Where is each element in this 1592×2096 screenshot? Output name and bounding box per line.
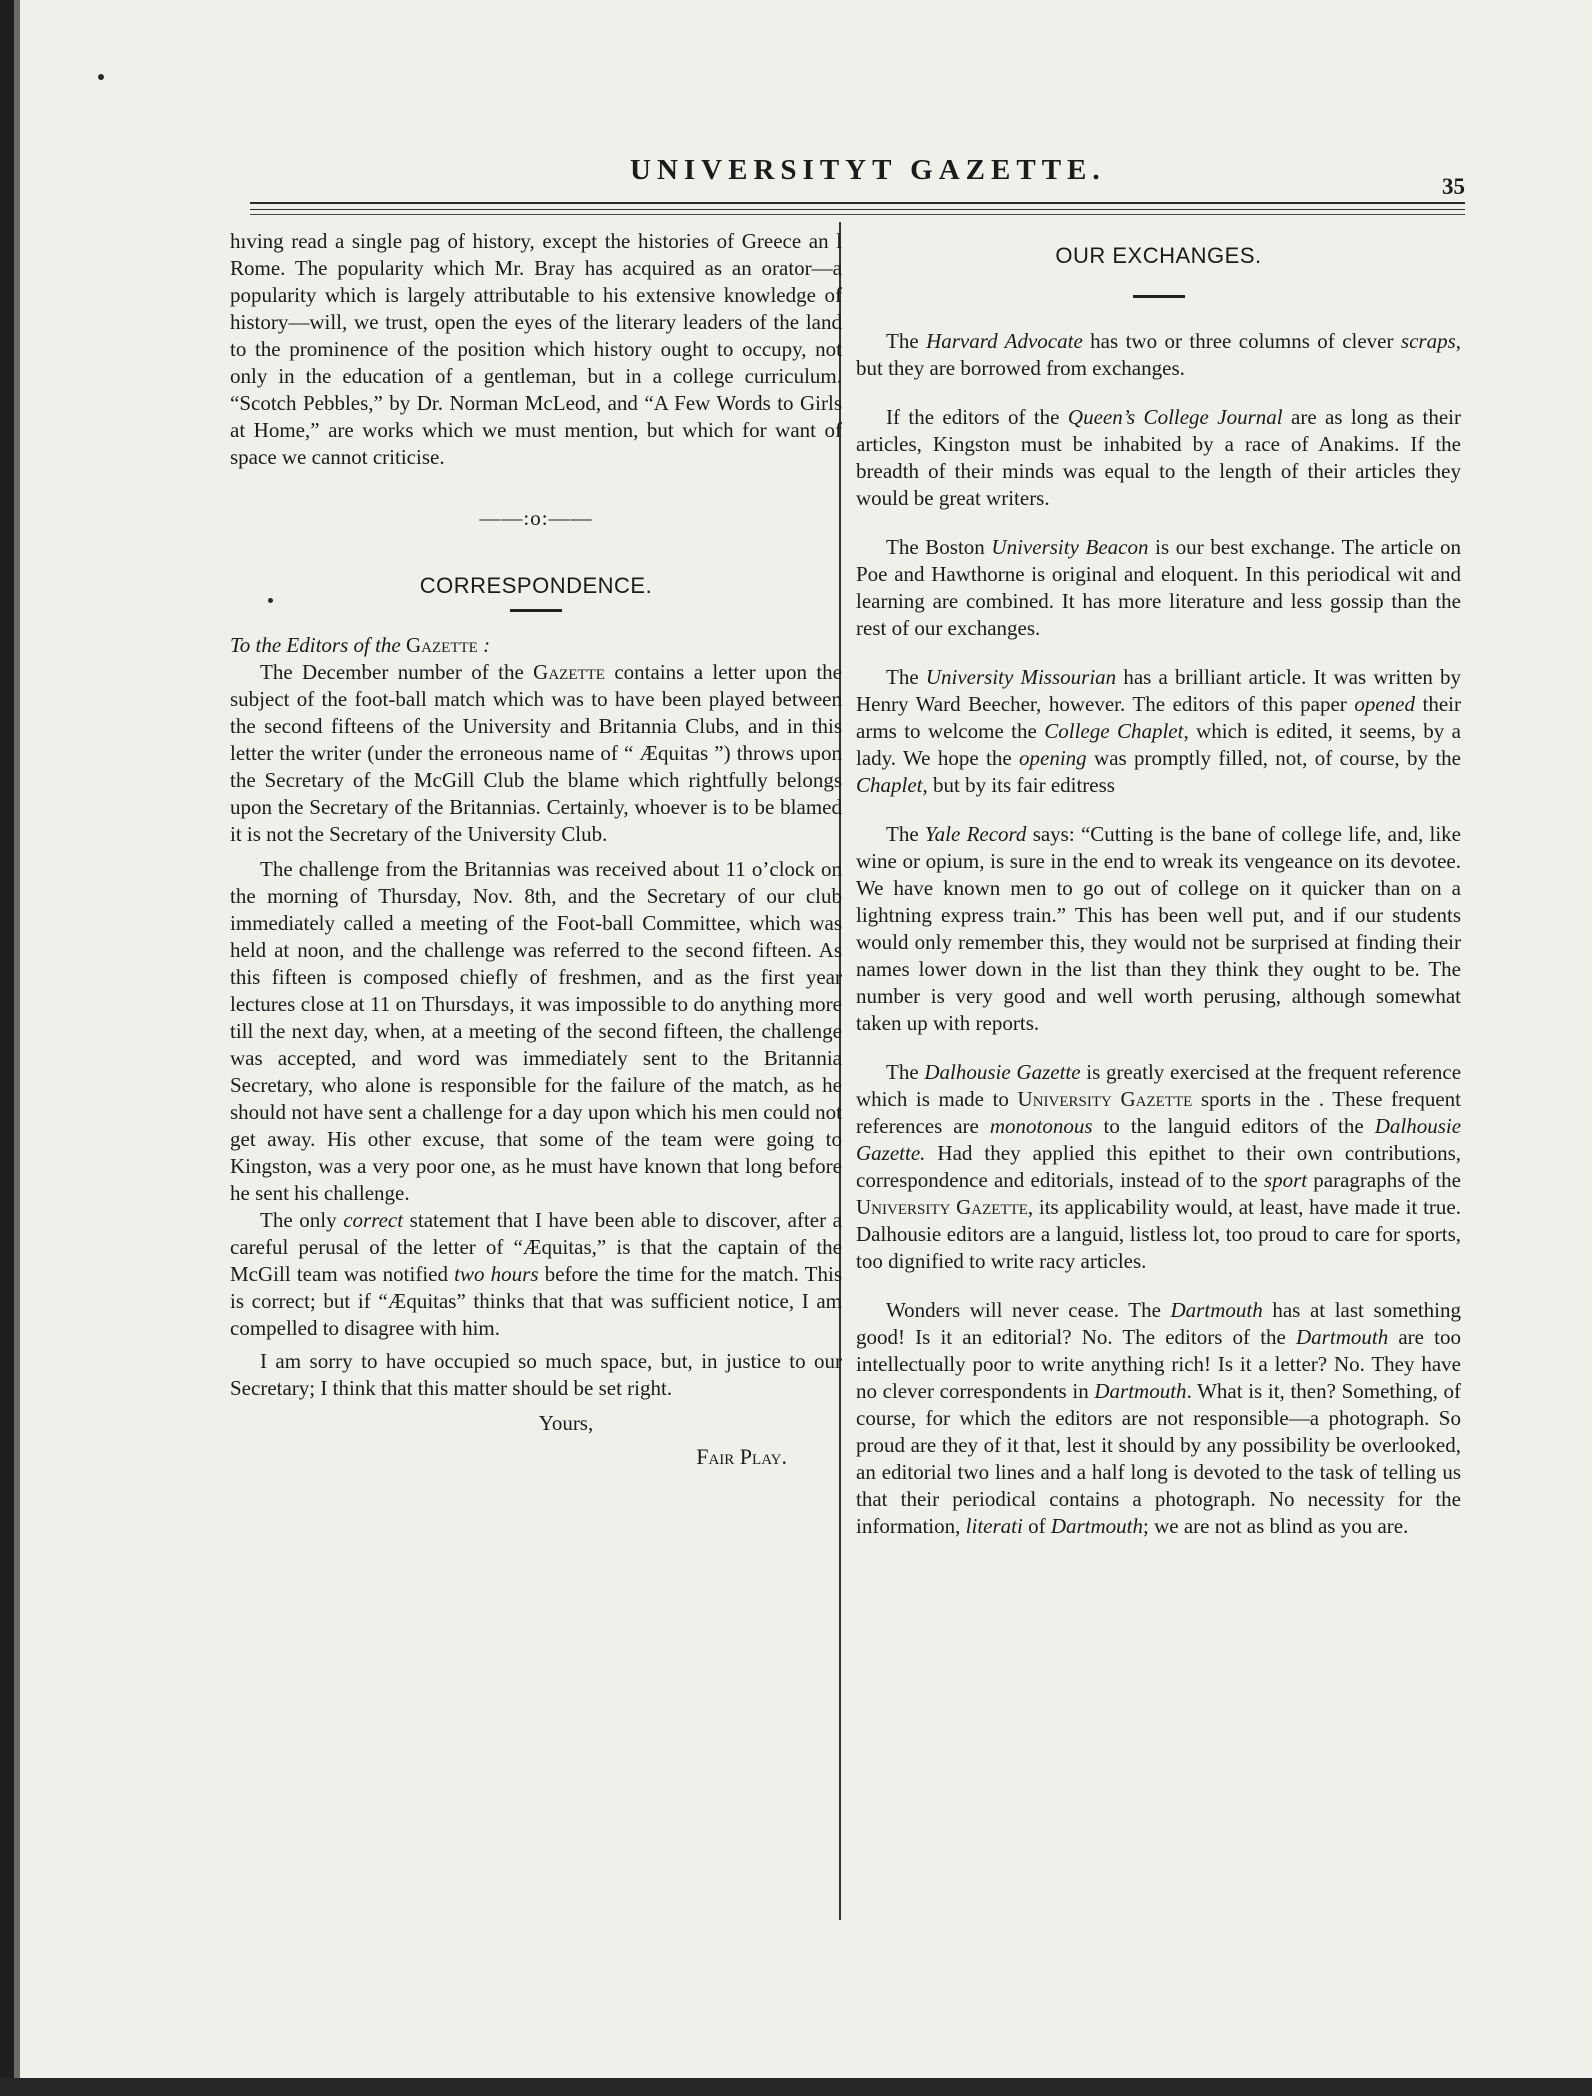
letter-salutation — [230, 632, 842, 659]
heading-rule — [1133, 295, 1185, 298]
text-run: says: “Cutting is the bane of college life, and, like wine or opium, is sure in the end to wreak its vengeance on its devotee. We have known men to go out of college on it quicker than on a lightning express train.” This has been well put, and if our students would only remember this, they would not be surprised at finding their names lower down in the list than they think they ought to be. The number is very good and well worth perusing, although somewhat taken up with reports. — [856, 822, 1461, 1035]
section-ornament: ——:o:—— — [479, 506, 593, 530]
emphasis: sport — [1263, 1168, 1308, 1192]
text-run: has two or three columns of clever — [1082, 329, 1401, 353]
text-run: The — [886, 822, 925, 846]
letter-signature: Fair Play. — [696, 1444, 787, 1469]
running-title: UNIVERSITYT GAZETTE. — [630, 154, 1106, 186]
text-run: If the editors of the — [886, 405, 1068, 429]
text-run: is our best exchange. The article on Poe and Hawthorne is original and eloquent. In this periodical wit and learning are combined. It has more literature and less gossip than the rest of our exchanges. — [856, 535, 1461, 640]
letter-paragraph — [230, 659, 842, 848]
text-run: to the languid editors of the — [1092, 1114, 1375, 1138]
publication-title: Chaplet — [856, 773, 923, 797]
publication-title: University Missourian — [925, 665, 1117, 689]
text-run: has at last something good! Is it an editorial? No. The editors of the — [856, 1298, 1461, 1349]
text-run: Wonders will never cease. The — [886, 1298, 1171, 1322]
publication-title: Dartmouth — [1050, 1514, 1144, 1538]
publication-title: Dalhousie Gazette — [924, 1060, 1081, 1084]
text-run: . What is it, then? Something, of course, for which the editors are not responsible—a photograph. So proud are they of it that, lest it should by any possibility be overlooked, an editorial two lines and a half long is devoted to the task of telling us that their periodical contains a photograph. No necessity for the information, — [856, 1379, 1461, 1538]
text-run: statement that I have been able to discover, after a careful perusal of the letter of “Æquitas,” is that the captain of the McGill team was notified — [230, 1208, 843, 1286]
scan-speck — [98, 74, 104, 80]
exchange-paragraph — [856, 1059, 1461, 1275]
publication-title: Queen’s College Journal — [1067, 405, 1283, 429]
exchange-paragraph — [856, 404, 1461, 512]
text-run: of — [1022, 1514, 1051, 1538]
publication-title: Yale Record — [924, 822, 1027, 846]
text-run: The — [886, 1060, 925, 1084]
text-run: , but they are borrowed from exchanges. — [856, 329, 1461, 380]
text-run: was promptly filled, not, of course, by the — [1086, 746, 1461, 770]
text-run: are too intellectually poor to write anything rich! Is it a letter? No. They have no clever correspondents in — [856, 1325, 1461, 1403]
scan-edge-left-shadow — [14, 0, 20, 2096]
letter-closing: Yours, — [538, 1411, 594, 1435]
text-run: ; we are not as blind as you are. — [1143, 1514, 1409, 1538]
text-run: The December number of the — [260, 660, 534, 684]
continued-paragraph: hıving read a single pag of history, except the histories of Greece an l Rome. The popularity which Mr. Bray has acquired as an orator—a popularity which is largely attributable to his extensive knowledge of history—will, we trust, open the eyes of the literary leaders of the land to the prominence of the position which history ought to occupy, not only in the education of a gentleman, but in a college curriculum. “Scotch Pebbles,” by Dr. Norman McLeod, and “A Few Words to Girls at Home,” are works which we must mention, but which for want of space we cannot criticise. — [230, 229, 842, 469]
scan-edge-left — [0, 0, 14, 2096]
text-run: contains a letter upon the subject of the foot-ball match which was to have been played between the second fifteens of the University and Britannia Clubs, and in this letter the writer (under the erroneous name of “ Æquitas ”) throws upon the Secretary of the McGill Club the blame which rightfully belongs upon the Secretary of the Britannias. Certainly, whoever is to be blamed it is not the Secretary of the University Club. — [230, 660, 842, 846]
emphasis: correct — [343, 1208, 404, 1232]
text-run: before the time for the match. This is correct; but if “Æquitas” thinks that that was sufficient notice, I am compelled to disagree with him. — [230, 1262, 843, 1340]
text-run: paragraphs of the — [1307, 1168, 1461, 1192]
exchange-paragraph — [856, 664, 1461, 799]
text-run: their arms to welcome the — [856, 692, 1462, 743]
text-run: The only — [260, 1208, 344, 1232]
exchange-paragraph — [856, 1297, 1461, 1540]
emphasis: two hours — [454, 1262, 539, 1286]
text-run: sports in the . These frequent references are — [856, 1087, 1462, 1138]
text-run: are as long as their articles, Kingston must be inhabited by a race of Anakims. If the breadth of their minds was equal to the length of their articles they would be great writers. — [856, 405, 1461, 510]
text-run: , but by its fair editress — [922, 773, 1115, 797]
right-column — [856, 228, 1461, 1540]
emphasis: opening — [1019, 746, 1087, 770]
running-head — [250, 150, 1465, 200]
text-run: has a brilliant article. It was written by Henry Ward Beecher, however. The editors of this paper — [856, 665, 1461, 716]
publication-title: Harvard Advocate — [926, 329, 1083, 353]
publication-title: Dartmouth — [1094, 1379, 1187, 1403]
salutation-colon: : — [477, 633, 491, 657]
scan-edge-bottom — [0, 2078, 1592, 2096]
gazette-smallcaps: University Gazette — [856, 1195, 1028, 1219]
publication-title: University Beacon — [991, 535, 1149, 559]
text-run: The Boston — [886, 535, 992, 559]
letter-paragraph — [230, 1207, 842, 1342]
emphasis: literati — [965, 1514, 1023, 1538]
exchange-paragraph — [856, 821, 1461, 1037]
page-number: 35 — [1442, 174, 1465, 199]
publication-title: Dartmouth — [1170, 1298, 1263, 1322]
gazette-smallcaps: Gazette — [533, 660, 605, 684]
letter-paragraph: The challenge from the Britannias was received about 11 o’clock on the morning of Thursday, Nov. 8th, and the Secretary of our club immediately called a meeting of the Foot-ball Committee, which was held at noon, and the challenge was referred to the second fifteen. As this fifteen is composed chiefly of freshmen, and as the first year lectures close at 11 on Thursdays, it was impossible to do anything more till the next day, when, at a meeting of the second fifteen, the challenge was accepted, and word was immediately sent to the Britannia Secretary, who alone is responsible for the failure of the match, as he should not have sent a challenge for a day upon which his men could not get away. His other excuse, that some of the team were going to Kingston, was a very poor one, as he must have known that long before he sent his challenge. — [230, 857, 842, 1205]
publication-title: College Chaplet — [1044, 719, 1184, 743]
gazette-smallcaps: University Gazette — [1017, 1087, 1193, 1111]
text-run: The — [886, 665, 926, 689]
salutation-text: To the Editors of the — [230, 633, 406, 657]
exchange-paragraph — [856, 328, 1461, 382]
emphasis: opened — [1354, 692, 1415, 716]
text-run: The — [886, 329, 927, 353]
left-column — [230, 228, 842, 1470]
salutation-gazette: Gazette — [406, 633, 478, 657]
emphasis: scraps — [1400, 329, 1456, 353]
letter-paragraph: I am sorry to have occupied so much space, but, in justice to our Secretary; I think that this matter should be set right. — [230, 1349, 842, 1400]
publication-title: Dalhousie Gazette. — [856, 1114, 1462, 1165]
text-run: , which is edited, it seems, by a lady. We hope the — [856, 719, 1462, 770]
heading-rule — [510, 609, 562, 612]
text-run: is greatly exercised at the frequent reference which is made to — [856, 1060, 1462, 1111]
emphasis: monotonous — [989, 1114, 1093, 1138]
header-rule-thin — [250, 214, 1465, 215]
exchanges-heading: OUR EXCHANGES. — [1055, 243, 1262, 268]
header-rule — [250, 202, 1465, 210]
publication-title: Dartmouth — [1296, 1325, 1389, 1349]
text-run: , its applicability would, at least, have made it true. Dalhousie editors are a languid, listless lot, too proud to care for sports, too dignified to write racy articles. — [856, 1195, 1461, 1273]
exchange-paragraph — [856, 534, 1461, 642]
text-run: Had they applied this epithet to their own contributions, correspondence and editorials, instead of to the — [856, 1141, 1461, 1192]
correspondence-heading: CORRESPONDENCE. — [419, 573, 653, 598]
